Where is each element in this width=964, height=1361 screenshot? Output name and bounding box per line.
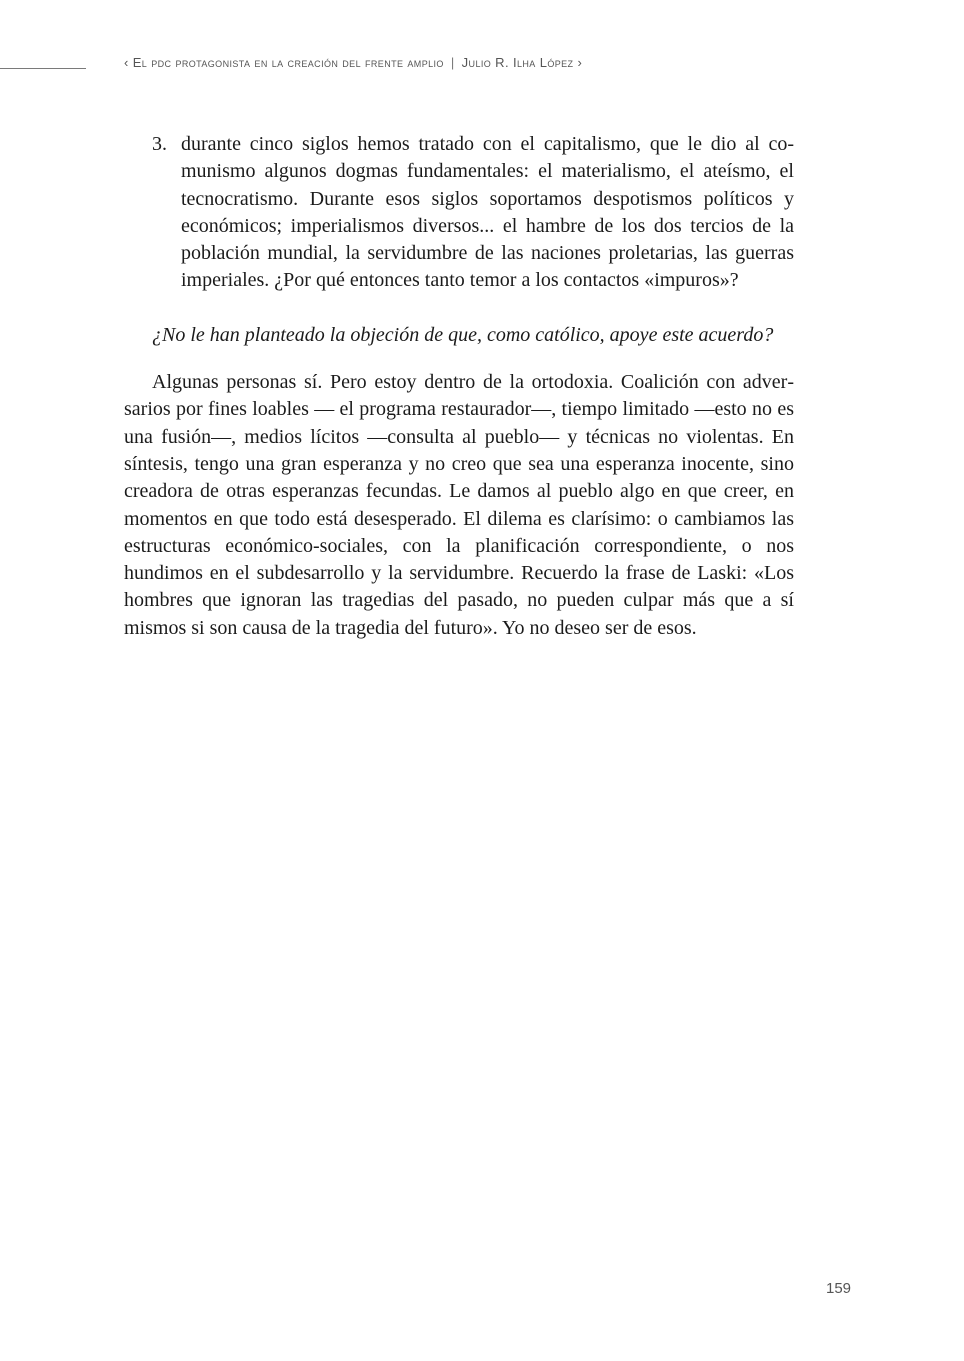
list-item-text: durante cinco siglos hemos tratado con el capitalismo, que le dio al comunismo algunos dogmas fundamentales: el materialismo, el ateísmo, el tecnocratismo. Durante esos siglos soportamos despotismos políticos y económicos; imperialismos diversos... el hambre de los dos tercios de la población mundial, la servidumbre de las naciones proletarias, las guerras imperiales. ¿Por qué entonces tanto temor a los contactos «impuros»? [181,133,794,292]
list-item-number: 3. [152,133,167,155]
running-head [124,55,582,70]
body-text [124,131,794,642]
running-head-author: Julio R. Ilha López › [461,55,583,70]
running-head-separator: | [450,55,455,70]
header-rule [0,68,86,69]
list-item [124,131,794,295]
page-number: 159 [826,1280,852,1297]
interview-answer: Algunas personas sí. Pero estoy dentro de la ortodoxia. Coalición con adversarios por fines loables — el programa restaurador—, tiempo limitado —esto no es una fusión—, medios lícitos —consulta al pueblo— y técnicas no violentas. En síntesis, tengo una gran esperanza y no creo que sea una esperanza inocente, sino creadora de otras esperanzas fecundas. Le damos al pueblo algo en que creer, en momentos en que todo está desesperado. El dilema es clarísimo: o cambiamos las estructuras económico-sociales, con la planificación correspondiente, o nos hundimos en el subdesarrollo y la servidumbre. Recuerdo la frase de Laski: «Los hombres que ignoran las tragedias del pasado, no pueden culpar más que a sí mismos si son causa de la tragedia del futuro». Yo no deseo ser de esos. [124,371,794,639]
interview-question: ¿No le han planteado la objeción de que, como católico, apoye este acuerdo? [152,323,774,346]
running-head-book-title: ‹ El pdc protagonista en la creación del frente amplio [124,55,444,70]
